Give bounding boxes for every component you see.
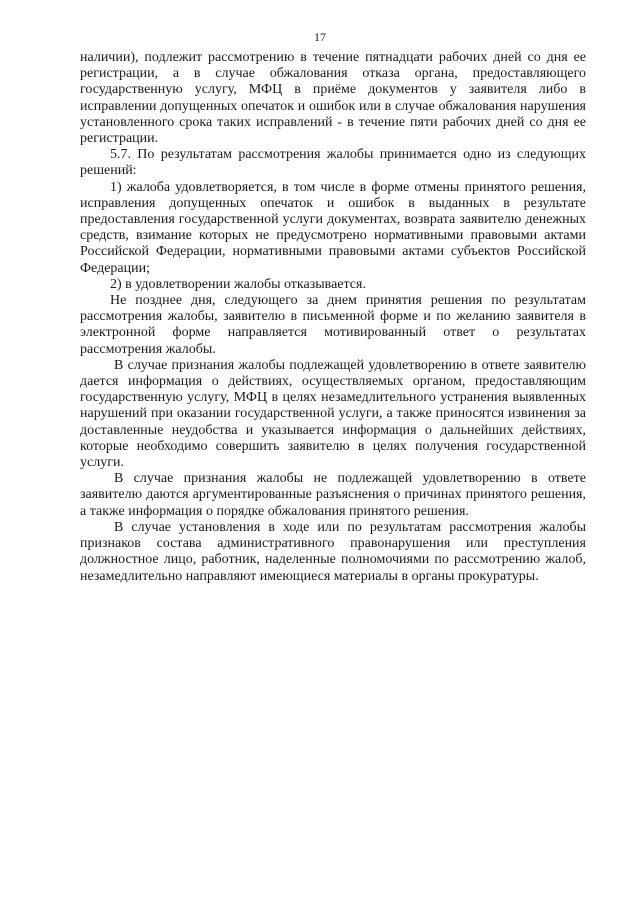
paragraph-5-7: 5.7. По результатам рассмотрения жалобы принимается одно из следующих решений: [80,147,586,179]
paragraph-prosecutor-referral: В случае установления в ходе или по результатам рассмотрения жалобы признаков состава административного правонарушения или преступления должностное лицо, работник, наделенные полномочиями по рассмотрению жалоб, незамедлительно направляют имеющиеся материалы в органы прокуратуры. [80,519,586,584]
paragraph-response-deadline: Не позднее дня, следующего за днем принятия решения по результатам рассмотрения жалобы, заявителю в письменной форме и по желанию заявителя в электронной форме направляется мотивированный ответ о результатах рассмотрения жалобы. [80,293,586,357]
paragraph-decision-1: 1) жалоба удовлетворяется, в том числе в форме отмены принятого решения, исправления допущенных опечаток и ошибок в выданных в результате предоставления государственной услуги документах, возврата заявителю денежных средств, взимание которых не предусмотрено нормативными правовыми актами Российской Федерации, нормативными правовыми актами субъектов Российской Федерации; [80,179,586,276]
paragraph-decision-2: 2) в удовлетворении жалобы отказывается. [110,276,366,292]
paragraph-continuation: наличии), подлежит рассмотрению в течение пятнадцати рабочих дней со дня ее регистрации, а в случае обжалования отказа органа, предоставляющего государственную услугу, МФЦ в приёме документов у заявителя либо в исправлении допущенных опечаток и ошибок или в случае обжалования нарушения установленного срока таких исправлений - в течение пяти рабочих дней со дня ее регистрации. [80,50,586,147]
page-number: 17 [314,30,326,44]
document-body [80,50,586,585]
paragraph-complaint-satisfied: В случае признания жалобы подлежащей удовлетворению в ответе заявителю дается информация о действиях, осуществляемых органом, предоставляющим государственную услугу, МФЦ в целях незамедлительного устранения выявленных нарушений при оказании государственной услуги, а также приносятся извинения за доставленные неудобства и указывается информация о дальнейших действиях, которые необходимо совершить заявителю в целях получения государственной услуги. [80,357,586,471]
paragraph-complaint-rejected: В случае признания жалобы не подлежащей удовлетворению в ответе заявителю даются аргументированные разъяснения о причинах принятого решения, а также информация о порядке обжалования принятого решения. [80,471,586,519]
